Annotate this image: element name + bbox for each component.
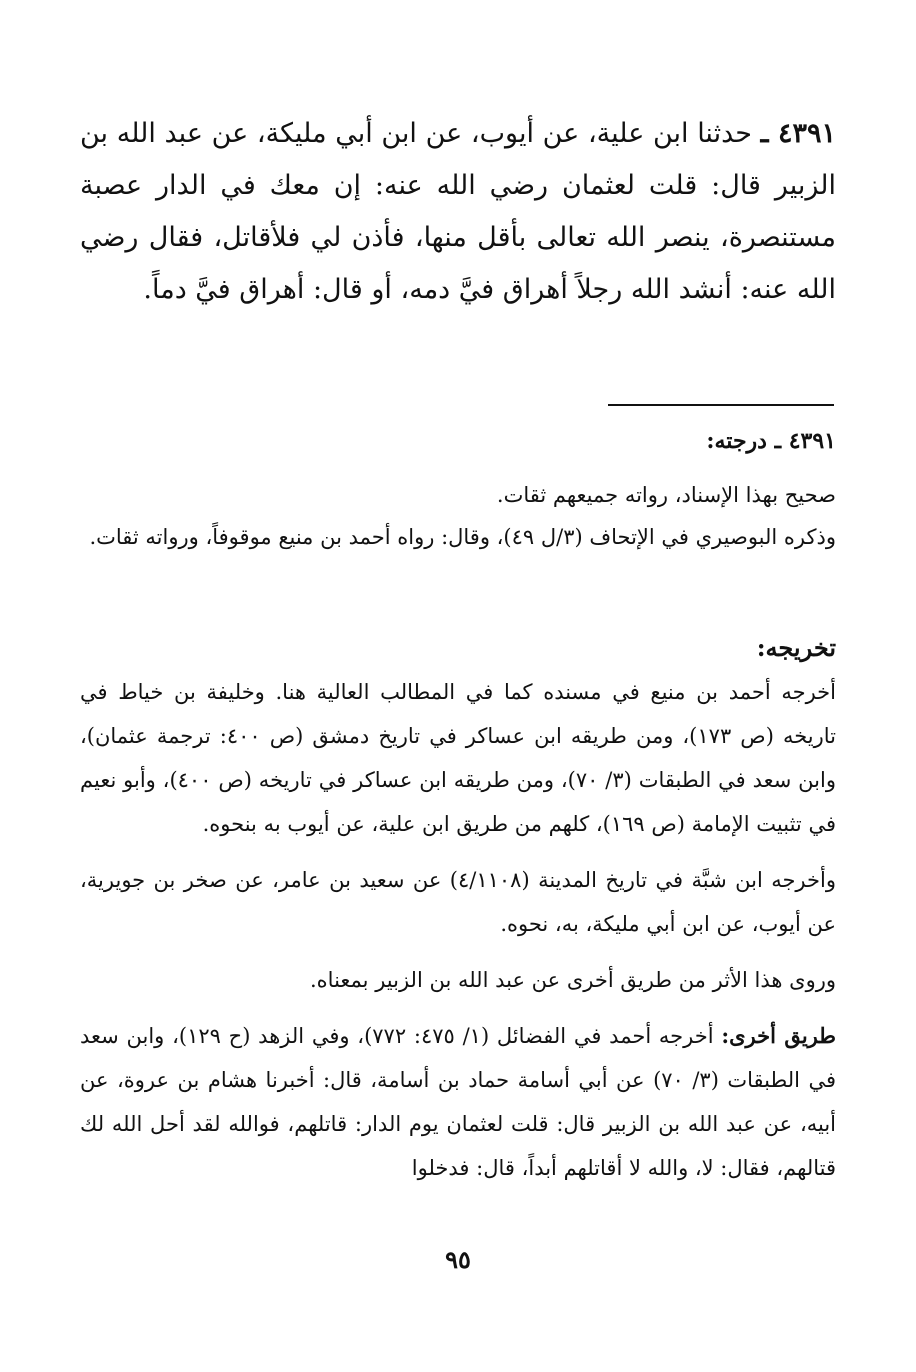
hadith-body: حدثنا ابن علية، عن أيوب، عن ابن أبي مليكة، عن عبد الله بن الزبير قال: قلت لعثمان رضي الله عنه: إن معك في الدار عصبة مستنصرة، ينصر الله تعالى بأقل منها، فأذن لي فلأقاتل، فقال رضي الله عنه: أنشد الله رجلاً أهراق فيَّ دمه، أو قال: أهراق فيَّ دماً. (80, 118, 836, 305)
grade-heading: ٤٣٩١ ـ درجته: (706, 428, 836, 454)
takhrij-paragraph (80, 1014, 836, 1190)
grade-section (80, 476, 836, 556)
takhrij-paragraph: وروى هذا الأثر من طريق أخرى عن عبد الله بن الزبير بمعناه. (310, 968, 836, 992)
other-route-label: طريق أخرى: (721, 1023, 836, 1048)
grade-paragraph: صحيح بهذا الإسناد، رواته جميعهم ثقات. (496, 483, 836, 507)
takhrij-paragraph: وأخرجه ابن شبَّة في تاريخ المدينة (٤/١١٠٨) عن سعيد بن عامر، عن صخر بن جويرية، عن أيوب، عن ابن أبي مليكة، به، نحوه. (80, 868, 836, 936)
hadith-number: ٤٣٩١ ـ (760, 118, 836, 149)
takhrij-paragraph: أخرجه أحمد بن منيع في مسنده كما في المطالب العالية هنا. وخليفة بن خياط في تاريخه (ص ١٧٣)، ومن طريقه ابن عساكر في تاريخ دمشق (ص ٤٠٠: ترجمة عثمان)، وابن سعد في الطبقات (٣/ ٧٠)، ومن طريقه ابن عساكر في تاريخه (ص ٤٠٠)، وأبو نعيم في تثبيت الإمامة (ص ١٦٩)، كلهم من طريق ابن علية، عن أيوب به بنحوه. (80, 680, 837, 836)
hadith-text (80, 108, 836, 316)
page-number: ٩٥ (445, 1245, 471, 1274)
other-route-text: أخرجه أحمد في الفضائل (١/ ٤٧٥: ٧٧٢)، وفي الزهد (ح ١٢٩)، وابن سعد في الطبقات (٣/ ٧٠) عن أبي أسامة حماد بن أسامة، قال: أخبرنا هشام بن عروة، عن أبيه، عن عبد الله بن الزبير قال: قلت لعثمان يوم الدار: قاتلهم، فوالله لقد أحل الله لك قتالهم، فقال: لا، والله لا أقاتلهم أبداً، قال: فدخلوا (80, 1024, 836, 1180)
takhrij-section (80, 670, 836, 1190)
footnote-separator (608, 404, 834, 406)
grade-paragraph: وذكره البوصيري في الإتحاف (٣/ل ٤٩)، وقال: رواه أحمد بن منيع موقوفاً، ورواته ثقات. (89, 525, 836, 549)
takhrij-heading: تخريجه: (756, 633, 836, 662)
